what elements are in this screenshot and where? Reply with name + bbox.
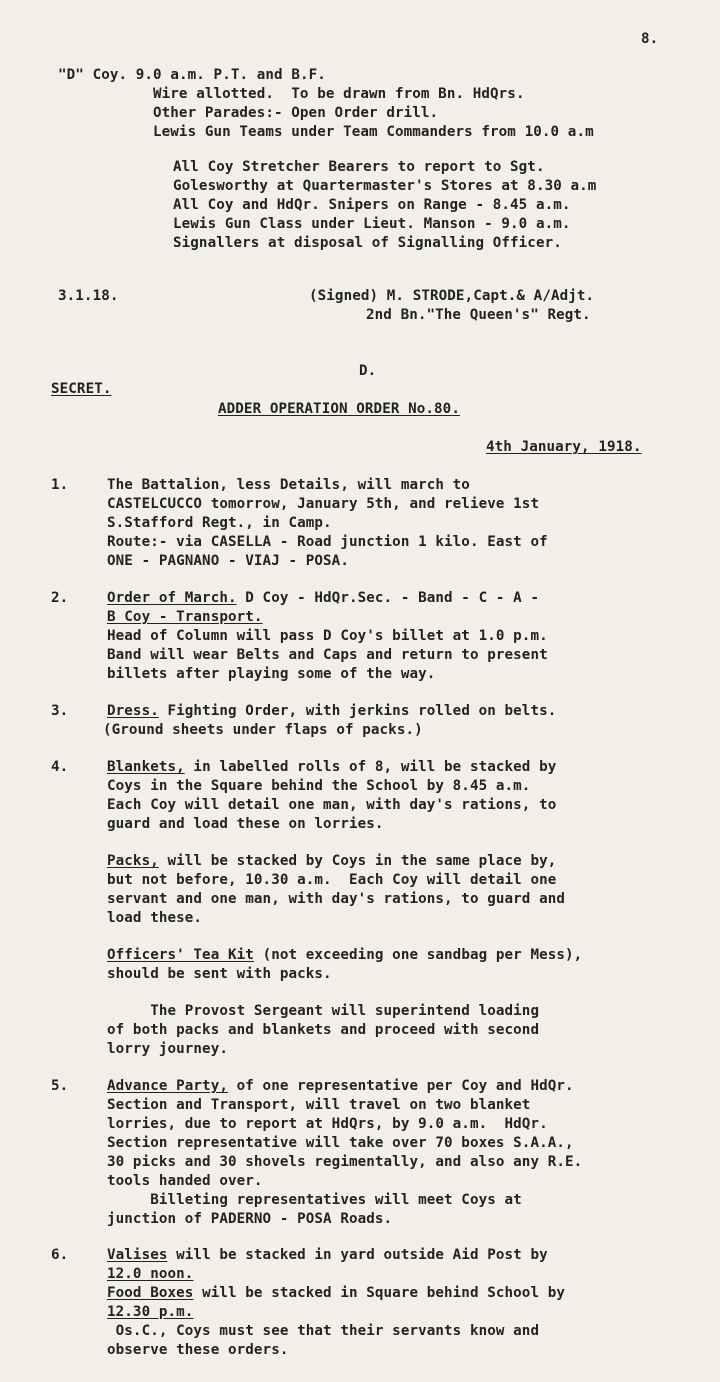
para-6-heading: Valises — [107, 1247, 168, 1263]
para-6-line-2: 12.0 noon. — [107, 1266, 194, 1282]
para-4-line-1-rest: in labelled rolls of 8, will be stacked by — [184, 759, 557, 775]
page-number: 8. — [641, 31, 659, 47]
note-line-5: Signallers at disposal of Signalling Officer. — [173, 235, 562, 251]
signature-unit: 2nd Bn."The Queen's" Regt. — [366, 307, 591, 323]
packs-heading: Packs, — [107, 853, 159, 869]
para-5-line-1 — [107, 1077, 574, 1096]
para-3-line-1 — [107, 702, 556, 721]
food-boxes-line-1-rest: will be stacked in Square behind School by — [193, 1285, 566, 1301]
para-5-number: 5. — [51, 1078, 69, 1094]
para-4-number: 4. — [51, 759, 69, 775]
note-line-2: Golesworthy at Quartermaster's Stores at 8.30 a.m — [173, 178, 597, 194]
para-6-line-1-rest: will be stacked in yard outside Aid Post by — [167, 1247, 548, 1263]
d-coy-line-3: Other Parades:- Open Order drill. — [153, 105, 439, 121]
para-4-heading: Blankets, — [107, 759, 185, 775]
note-line-3: All Coy and HdQr. Snipers on Range - 8.45 a.m. — [173, 197, 571, 213]
note-line-4: Lewis Gun Class under Lieut. Manson - 9.0 a.m. — [173, 216, 571, 232]
tea-kit-line-2: should be sent with packs. — [107, 966, 332, 982]
order-title: ADDER OPERATION ORDER No.80. — [218, 401, 460, 417]
para-5-line-2: Section and Transport, will travel on two blanket — [107, 1097, 531, 1113]
packs-line-1 — [107, 852, 556, 871]
d-coy-line-1: "D" Coy. 9.0 a.m. P.T. and B.F. — [58, 67, 326, 83]
packs-line-2: but not before, 10.30 a.m. Each Coy will detail one — [107, 872, 557, 888]
para-3-line-1-rest: Fighting Order, with jerkins rolled on belts. — [158, 703, 557, 719]
food-boxes-heading: Food Boxes — [107, 1285, 194, 1301]
classification: SECRET. — [51, 381, 112, 397]
para-4-line-4: guard and load these on lorries. — [107, 816, 384, 832]
packs-line-3: servant and one man, with day's rations, to guard and — [107, 891, 566, 907]
para-6-number: 6. — [51, 1247, 69, 1263]
packs-line-1-rest: will be stacked by Coys in the same place by, — [158, 853, 557, 869]
food-boxes-line-1 — [107, 1284, 565, 1303]
tea-kit-line-1-rest: (not exceeding one sandbag per Mess), — [253, 947, 583, 963]
para-2-line-1-rest: D Coy - HdQr.Sec. - Band - C - A - — [236, 590, 540, 606]
packs-line-4: load these. — [107, 910, 203, 926]
food-boxes-line-2: 12.30 p.m. — [107, 1304, 194, 1320]
para-5-line-5: 30 picks and 30 shovels regimentally, and also any R.E. — [107, 1154, 583, 1170]
para-2-line-1 — [107, 589, 539, 608]
para-5-heading: Advance Party, — [107, 1078, 228, 1094]
para-1-line-4: Route:- via CASELLA - Road junction 1 kilo. East of — [107, 534, 548, 550]
para-1-number: 1. — [51, 477, 69, 493]
para-1-line-2: CASTELCUCCO tomorrow, January 5th, and relieve 1st — [107, 496, 540, 512]
tea-kit-heading: Officers' Tea Kit — [107, 947, 254, 963]
para-6-line-6: observe these orders. — [107, 1342, 289, 1358]
signature-signed: (Signed) M. STRODE,Capt.& A/Adjt. — [309, 288, 595, 304]
order-date: 4th January, 1918. — [486, 439, 642, 455]
para-2-line-3: Head of Column will pass D Coy's billet at 1.0 p.m. — [107, 628, 548, 644]
para-6-line-1 — [107, 1246, 548, 1265]
para-5-line-3: lorries, due to report at HdQrs, by 9.0 a.m. HdQr. — [107, 1116, 548, 1132]
para-3-heading: Dress. — [107, 703, 159, 719]
para-5-line-8: junction of PADERNO - POSA Roads. — [107, 1211, 393, 1227]
para-2-line-5: billets after playing some of the way. — [107, 666, 436, 682]
para-4-line-2: Coys in the Square behind the School by 8.45 a.m. — [107, 778, 531, 794]
note-line-1: All Coy Stretcher Bearers to report to Sgt. — [173, 159, 545, 175]
d-coy-line-4: Lewis Gun Teams under Team Commanders from 10.0 a.m — [153, 124, 594, 140]
provost-line-3: lorry journey. — [107, 1041, 228, 1057]
para-5-line-4: Section representative will take over 70 boxes S.A.A., — [107, 1135, 574, 1151]
para-2-line-2: B Coy - Transport. — [107, 609, 263, 625]
para-2-number: 2. — [51, 590, 69, 606]
para-4-line-3: Each Coy will detail one man, with day's rations, to — [107, 797, 557, 813]
para-3-line-2: (Ground sheets under flaps of packs.) — [103, 722, 423, 738]
d-coy-line-2: Wire allotted. To be drawn from Bn. HdQrs. — [153, 86, 525, 102]
para-3-number: 3. — [51, 703, 69, 719]
para-2-line-4: Band will wear Belts and Caps and return to present — [107, 647, 548, 663]
provost-line-1: The Provost Sergeant will superintend loading — [107, 1003, 540, 1019]
para-4-line-1 — [107, 758, 556, 777]
para-5-line-7: Billeting representatives will meet Coys at — [107, 1192, 522, 1208]
para-1-line-5: ONE - PAGNANO - VIAJ - POSA. — [107, 553, 349, 569]
provost-line-2: of both packs and blankets and proceed with second — [107, 1022, 540, 1038]
para-6-line-5: Os.C., Coys must see that their servants know and — [107, 1323, 540, 1339]
para-1-line-3: S.Stafford Regt., in Camp. — [107, 515, 332, 531]
para-2-heading: Order of March. — [107, 590, 237, 606]
section-letter: D. — [359, 363, 377, 379]
para-1-line-1: The Battalion, less Details, will march to — [107, 477, 470, 493]
tea-kit-line-1 — [107, 946, 582, 965]
para-5-line-6: tools handed over. — [107, 1173, 263, 1189]
para-5-line-1-rest: of one representative per Coy and HdQr. — [227, 1078, 574, 1094]
signature-date: 3.1.18. — [58, 288, 119, 304]
